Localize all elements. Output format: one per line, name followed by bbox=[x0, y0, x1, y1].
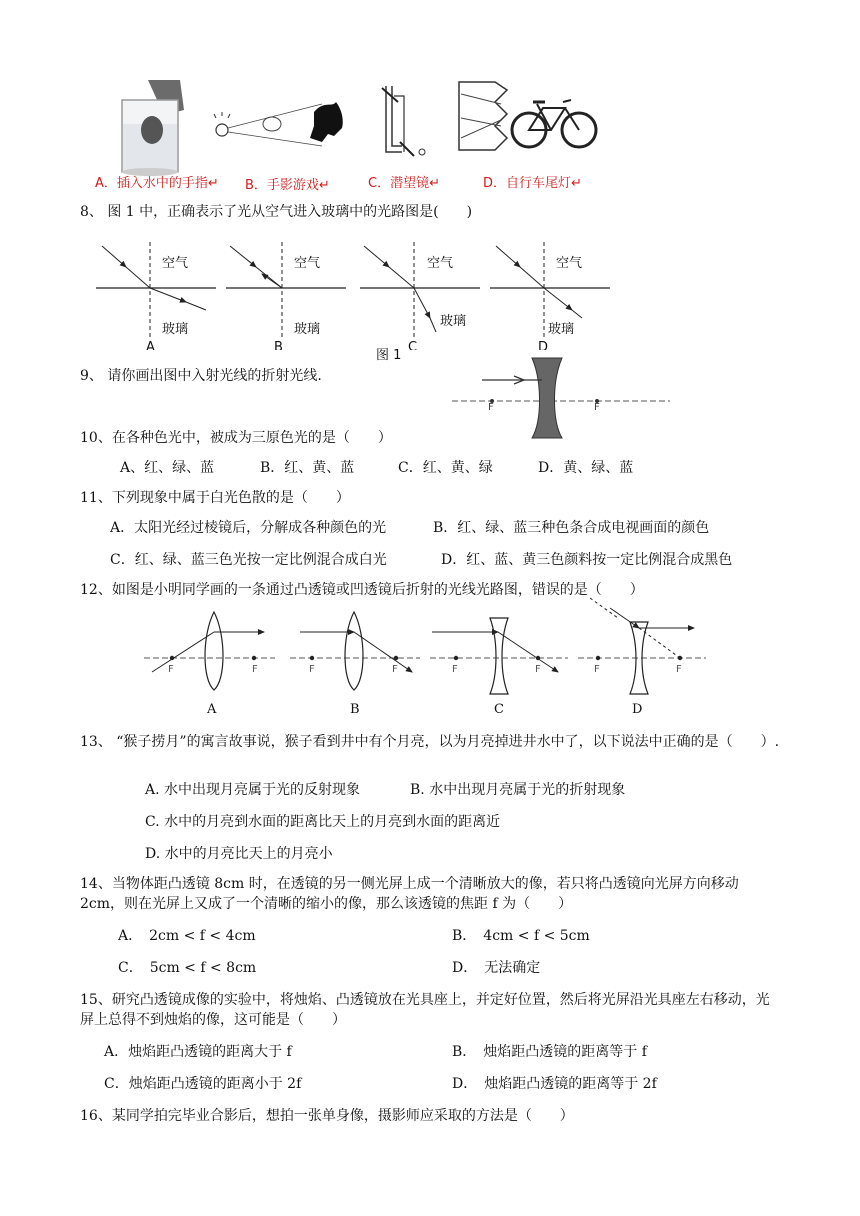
question-10-text: 10、在各种色光中，被成为三原色光的是（ ） bbox=[80, 430, 392, 446]
q12-d-focus-left: F bbox=[594, 664, 600, 675]
q8-d-glass-label: 玻璃 bbox=[548, 322, 575, 337]
q13-option-a[interactable]: A. 水中出现月亮属于光的反射现象 bbox=[145, 782, 361, 798]
q10-option-c[interactable]: C．红、黄、绿 bbox=[398, 460, 493, 476]
q8-option-b-label: B bbox=[274, 340, 283, 350]
q8-c-glass-label: 玻璃 bbox=[440, 314, 467, 329]
q14-option-d[interactable]: D． 无法确定 bbox=[452, 960, 541, 976]
q8-diagram-b bbox=[226, 242, 346, 340]
q10-option-a[interactable]: A、红、绿、蓝 bbox=[120, 460, 215, 476]
q8-a-air-label: 空气 bbox=[162, 256, 189, 271]
q11-option-d[interactable]: D．红、蓝、黄三色颜料按一定比例混合成黑色 bbox=[441, 552, 733, 568]
q11-option-a[interactable]: A．太阳光经过棱镜后，分解成各种颜色的光 bbox=[110, 520, 387, 536]
caption-bicycle-reflector: D．自行车尾灯↵ bbox=[483, 176, 582, 191]
hand-shadow-image bbox=[210, 102, 360, 162]
q12-option-a-label: A bbox=[207, 702, 217, 717]
q13-option-c[interactable]: C. 水中的月亮到水面的距离比天上的月亮到水面的距离近 bbox=[145, 814, 501, 830]
question-12-text: 12、如图是小明同学画的一条通过凸透镜或凹透镜后折射的光线光路图，错误的是（ ） bbox=[80, 582, 644, 598]
periscope-image bbox=[378, 82, 428, 172]
q12-option-c-label: C bbox=[494, 702, 504, 717]
q9-focus-right-label: F bbox=[594, 402, 600, 413]
q8-diagrams bbox=[96, 240, 736, 355]
q8-b-air-label: 空气 bbox=[294, 256, 321, 271]
q11-option-c[interactable]: C．红、绿、蓝三色光按一定比例混合成白光 bbox=[110, 552, 387, 568]
q14-option-b[interactable]: B． 4cm < f < 5cm bbox=[452, 928, 590, 944]
q12-diagram-b bbox=[290, 612, 420, 690]
q12-diagram-d bbox=[578, 598, 706, 694]
question-13-text: 13、 “猴子捞月”的寓言故事说，猴子看到井中有个月亮，以为月亮掉进井水中了，以下说法中正确的是（ ）. bbox=[80, 734, 780, 750]
caption-periscope: C．潜望镜↵ bbox=[368, 176, 440, 191]
q8-diagram-a bbox=[96, 242, 216, 340]
q9-focus-left-label: F bbox=[488, 402, 494, 413]
q12-d-focus-right: F bbox=[676, 664, 682, 675]
q8-option-a-label: A bbox=[146, 340, 155, 350]
q12-diagram-a bbox=[144, 612, 275, 690]
q14-option-a[interactable]: A． 2cm < f < 4cm bbox=[118, 928, 256, 944]
q10-option-d[interactable]: D．黄、绿、蓝 bbox=[538, 460, 634, 476]
q15-option-b[interactable]: B． 烛焰距凸透镜的距离等于 f bbox=[452, 1044, 647, 1060]
q11-option-b[interactable]: B．红、绿、蓝三种色条合成电视画面的颜色 bbox=[433, 520, 710, 536]
question-8-text: 8、 图 1 中，正确表示了光从空气进入玻璃中的光路图是( ) bbox=[80, 204, 473, 220]
question-11-text: 11、下列现象中属于白光色散的是（ ） bbox=[80, 490, 350, 506]
q8-a-glass-label: 玻璃 bbox=[162, 322, 189, 337]
q12-lens-diagrams bbox=[140, 600, 710, 700]
q12-option-d-label: D bbox=[632, 702, 643, 717]
q15-option-c[interactable]: C．烛焰距凸透镜的距离小于 2f bbox=[104, 1076, 302, 1092]
bicycle-reflector-image bbox=[455, 80, 605, 170]
q8-option-d-label: D bbox=[538, 340, 549, 350]
q12-a-focus-left: F bbox=[168, 664, 174, 675]
q12-option-b-label: B bbox=[350, 702, 360, 717]
q12-diagram-c bbox=[430, 618, 568, 694]
caption-hand-shadow: B．手影游戏↵ bbox=[245, 178, 330, 193]
q8-c-air-label: 空气 bbox=[427, 256, 454, 271]
q12-c-focus-left: F bbox=[452, 664, 458, 675]
q8-b-glass-label: 玻璃 bbox=[294, 322, 321, 337]
q12-a-focus-right: F bbox=[252, 664, 258, 675]
question-14-text: 14、当物体距凸透镜 8cm 时，在透镜的另一侧光屏上成一个清晰放大的像，若只将凸透镜向光屏方向移动 2cm，则在光屏上又成了一个清晰的缩小的像，那么该透镜的焦距 f 为（ ） bbox=[80, 876, 739, 912]
q12-b-focus-left: F bbox=[309, 664, 315, 675]
q8-d-air-label: 空气 bbox=[556, 256, 583, 271]
q13-option-d[interactable]: D. 水中的月亮比天上的月亮小 bbox=[145, 846, 333, 862]
q15-option-d[interactable]: D． 烛焰距凸透镜的距离等于 2f bbox=[452, 1076, 657, 1092]
question-15-text: 15、研究凸透镜成像的实验中，将烛焰、凸透镜放在光具座上，并定好位置，然后将光屏沿光具座左右移动，光屏上总得不到烛焰的像，这可能是（ ） bbox=[80, 992, 770, 1028]
q15-option-a[interactable]: A．烛焰距凸透镜的距离大于 f bbox=[104, 1044, 292, 1060]
q8-figure-label: 图 1 bbox=[376, 348, 402, 363]
caption-finger-in-water: A．插入水中的手指↵ bbox=[95, 176, 219, 191]
q12-b-focus-right: F bbox=[392, 664, 398, 675]
q14-option-c[interactable]: C． 5cm < f < 8cm bbox=[118, 960, 257, 976]
q12-c-focus-right: F bbox=[535, 664, 541, 675]
question-16-text: 16、某同学拍完毕业合影后，想拍一张单身像，摄影师应采取的方法是（ ） bbox=[80, 1108, 574, 1124]
question-9-text: 9、 请你画出图中入射光线的折射光线. bbox=[80, 368, 322, 384]
q10-option-b[interactable]: B．红、黄、蓝 bbox=[260, 460, 355, 476]
q13-option-b[interactable]: B. 水中出现月亮属于光的折射现象 bbox=[410, 782, 626, 798]
q8-option-c-label: C bbox=[408, 340, 418, 350]
